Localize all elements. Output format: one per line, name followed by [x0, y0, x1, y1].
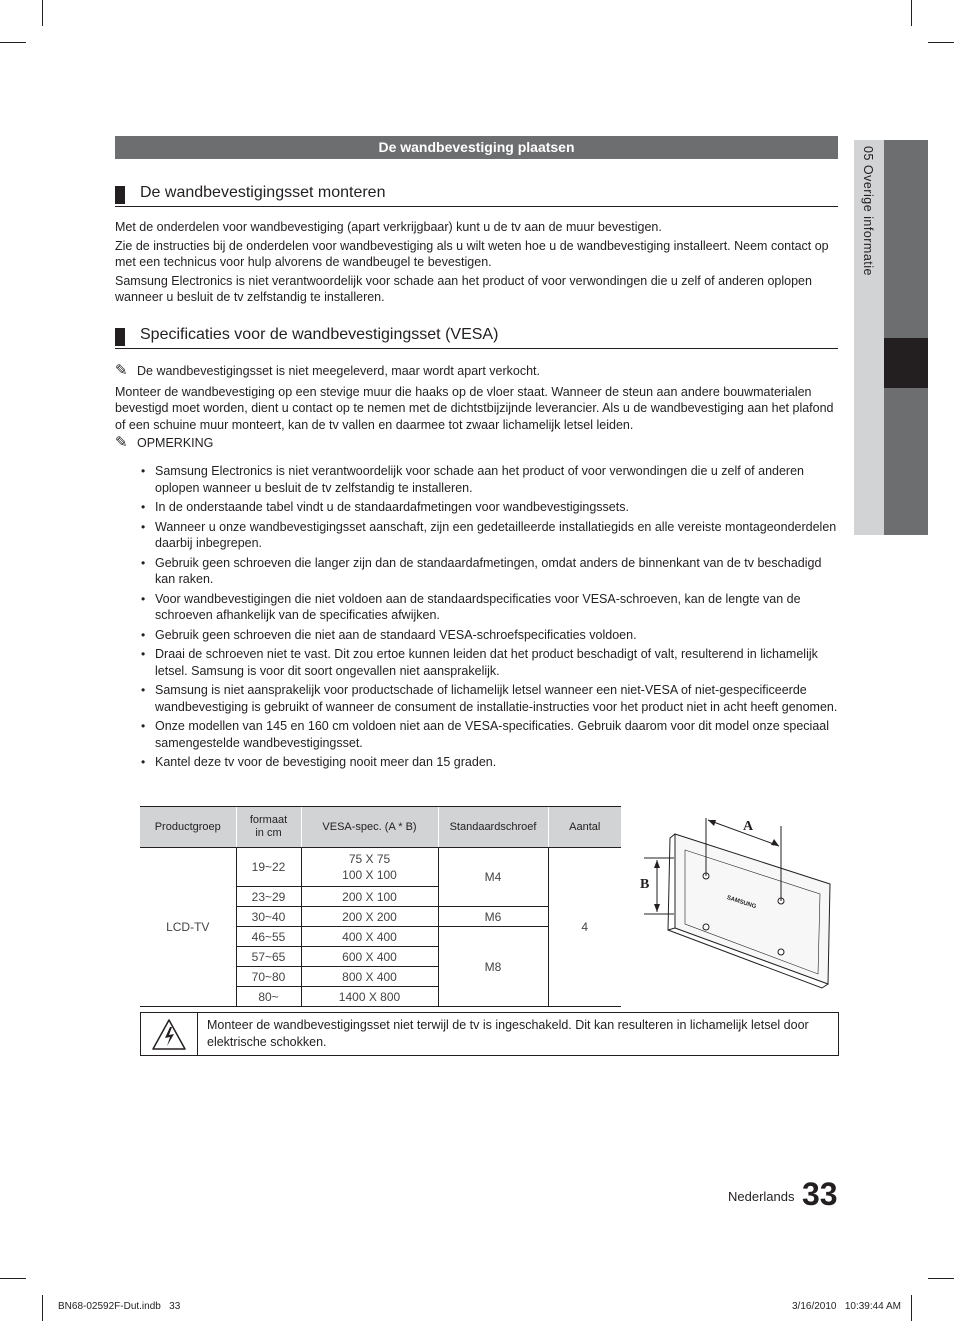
- table-cell-vesa: 1400 X 800: [301, 987, 438, 1007]
- section-title-bar: De wandbevestiging plaatsen: [115, 136, 838, 159]
- table-cell-vesa: 800 X 400: [301, 967, 438, 987]
- list-item-text: Samsung is niet aansprakelijk voor productschade of lichamelijk letsel wanneer een niet-VESA of niet-gespecificeerde wandbevestiging is gebruikt of wanneer de consument de installatie-instructies voor het product niet in acht heeft genomen.: [155, 683, 838, 714]
- list-item-text: Gebruik geen schroeven die niet aan de standaard VESA-schroefspecificaties voldoen.: [155, 627, 637, 642]
- heading-text: De wandbevestigingsset monteren: [140, 184, 386, 201]
- note-line: [115, 363, 840, 380]
- list-item-text: Kantel deze tv voor de bevestiging nooit meer dan 15 graden.: [155, 755, 497, 769]
- paragraph: Samsung Electronics is niet verantwoordelijk voor schade aan het product of voor verwondingen die u zelf of anderen oplopen wanneer u besluit de tv zelfstandig te installeren.: [115, 273, 812, 304]
- chapter-tab-marker: [884, 338, 928, 388]
- intro-text: [115, 219, 840, 308]
- crop-mark: [42, 0, 43, 26]
- print-timestamp: 3/16/2010 10:39:44 AM: [792, 1301, 901, 1312]
- list-item: [140, 463, 840, 496]
- brand-logo: SAMSUNG: [725, 895, 757, 911]
- list-item-text: Gebruik geen schroeven die langer zijn dan de standaardafmetingen, omdat anders de binnenkant van de tv beschadigd kan raken.: [155, 555, 822, 586]
- list-item: [140, 646, 840, 679]
- table-cell-screw: M8: [438, 927, 548, 1007]
- table-cell-size: 23~29: [236, 887, 301, 907]
- list-item-text: In de onderstaande tabel vindt u de standaardafmetingen voor wandbevestigingssets.: [155, 500, 629, 514]
- heading-marker: [115, 186, 125, 204]
- notes-list: [140, 463, 840, 774]
- print-file-info: BN68-02592F-Dut.indb 33: [58, 1301, 181, 1312]
- warning-text: Monteer de wandbevestigingsset niet terwijl de tv is ingeschakeld. Dit kan resulteren in lichamelijk letsel door elektrische schokken.: [207, 1018, 809, 1049]
- crop-mark: [42, 1295, 43, 1321]
- page-number: 33: [802, 1176, 838, 1212]
- table-cell-size: 30~40: [236, 907, 301, 927]
- note-text: De wandbevestigingsset is niet meegeleverd, maar wordt apart verkocht.: [137, 364, 540, 378]
- list-item: [140, 682, 840, 715]
- bullet-icon: •: [141, 719, 146, 733]
- table-cell-product-group: LCD-TV: [140, 848, 236, 1007]
- heading-marker: [115, 328, 125, 346]
- bullet-icon: •: [141, 519, 146, 534]
- chapter-tab-label: 05 Overige informatie: [861, 146, 875, 277]
- footer-language: Nederlands: [728, 1189, 795, 1204]
- pencil-note-icon: ✎: [115, 362, 128, 379]
- crop-mark: [0, 42, 26, 43]
- table-header-row: [140, 807, 621, 848]
- paragraph: Monteer de wandbevestiging op een stevige muur die haaks op de vloer staat. Wanneer de steun aan andere bouwmaterialen bevestigd moet worden, dient u contact op te nemen met de dichtstbijzijnde leverancier. Als u de wandbevestiging aan het plafond of een schuine muur monteert, kan de tv vallen en daarmee tot zwaar lichamelijk letsel leiden.: [115, 384, 834, 432]
- electric-shock-warning-icon: [141, 1013, 197, 1055]
- column-header: formaat in cm: [236, 807, 301, 848]
- vesa-table: [140, 806, 621, 1007]
- table-cell-vesa: [301, 848, 438, 887]
- table-cell-size: 19~22: [236, 848, 301, 887]
- list-item-text: Draai de schroeven niet te vast. Dit zou ertoe kunnen leiden dat het product beschadigt of valt, resulterend in lichamelijk letsel. Samsung is voor dit soort ongevallen niet aansprakelijk.: [155, 647, 818, 678]
- bullet-icon: •: [141, 464, 146, 478]
- note-heading: [115, 435, 840, 452]
- table-cell-size: 70~80: [236, 967, 301, 987]
- column-header: Aantal: [548, 807, 621, 848]
- bullet-icon: •: [141, 647, 146, 661]
- note-label: OPMERKING: [137, 436, 214, 450]
- table-cell-screw: M4: [438, 848, 548, 907]
- list-item: [140, 555, 840, 588]
- list-item: [140, 627, 840, 644]
- heading-wall-mount: [115, 184, 838, 207]
- dimension-label-b: B: [640, 877, 650, 892]
- table-cell-screw: M6: [438, 907, 548, 927]
- table-cell-vesa: 200 X 100: [301, 887, 438, 907]
- table-row: [140, 848, 621, 887]
- list-item-text: Wanneer u onze wandbevestigingsset aanschaft, zijn een gedetailleerde installatiegids en alle vereiste montageonderdelen daarbij inbegrepen.: [155, 519, 837, 550]
- list-item: [140, 754, 840, 771]
- crop-mark: [911, 1295, 912, 1321]
- table-cell-size: 57~65: [236, 947, 301, 967]
- bullet-icon: •: [141, 555, 146, 570]
- paragraph: Met de onderdelen voor wandbevestiging (apart verkrijgbaar) kunt u de tv aan de muur bevestigen.: [115, 220, 662, 234]
- table-cell-quantity: 4: [548, 848, 621, 1007]
- list-item: [140, 591, 840, 624]
- column-header: Productgroep: [140, 807, 236, 848]
- heading-text: Specificaties voor de wandbevestigingsset (VESA): [140, 326, 499, 343]
- table-cell-vesa: 200 X 200: [301, 907, 438, 927]
- warning-icon-cell: [141, 1013, 198, 1055]
- list-item: [140, 519, 840, 552]
- table-cell-vesa: 600 X 400: [301, 947, 438, 967]
- crop-mark: [0, 1278, 26, 1279]
- list-item: [140, 499, 840, 516]
- column-header: Standaardschroef: [438, 807, 548, 848]
- vesa-text: [115, 363, 840, 452]
- tv-back-diagram: [630, 806, 840, 996]
- crop-mark: [911, 0, 912, 26]
- pencil-note-icon: ✎: [115, 434, 128, 451]
- column-header: VESA-spec. (A * B): [301, 807, 438, 848]
- bullet-icon: •: [141, 755, 146, 769]
- bullet-icon: •: [141, 683, 146, 697]
- list-item-text: Onze modellen van 145 en 160 cm voldoen niet aan de VESA-specificaties. Gebruik daarom voor dit model onze speciaal samengestelde wandbevestigingsset.: [155, 719, 829, 750]
- vesa-value: 100 X 100: [342, 868, 397, 882]
- dimension-label-a: A: [743, 819, 754, 834]
- list-item: [140, 718, 840, 751]
- vesa-value: 75 X 75: [348, 852, 391, 866]
- crop-mark: [928, 42, 954, 43]
- bullet-icon: •: [141, 627, 146, 642]
- warning-box: [140, 1012, 839, 1056]
- table-cell-vesa: 400 X 400: [301, 927, 438, 947]
- list-item-text: Samsung Electronics is niet verantwoordelijk voor schade aan het product of voor verwondingen die u zelf of anderen oplopen wanneer u besluit de tv zelfstandig te installeren.: [155, 464, 804, 495]
- heading-vesa-specs: [115, 326, 838, 349]
- table-cell-size: 46~55: [236, 927, 301, 947]
- bullet-icon: •: [141, 591, 146, 606]
- list-item-text: Voor wandbevestigingen die niet voldoen aan de standaardspecificaties voor VESA-schroeven, kan de lengte van de schroeven afhankelijk van de specificaties afwijken.: [155, 591, 801, 622]
- paragraph: Zie de instructies bij de onderdelen voor wandbevestiging als u wilt weten hoe u de wandbevestiging installeert. Neem contact op met een technicus voor hulp alvorens de wandbeugel te bevestigen.: [115, 238, 829, 269]
- crop-mark: [928, 1278, 954, 1279]
- table-cell-size: 80~: [236, 987, 301, 1007]
- bullet-icon: •: [141, 500, 146, 514]
